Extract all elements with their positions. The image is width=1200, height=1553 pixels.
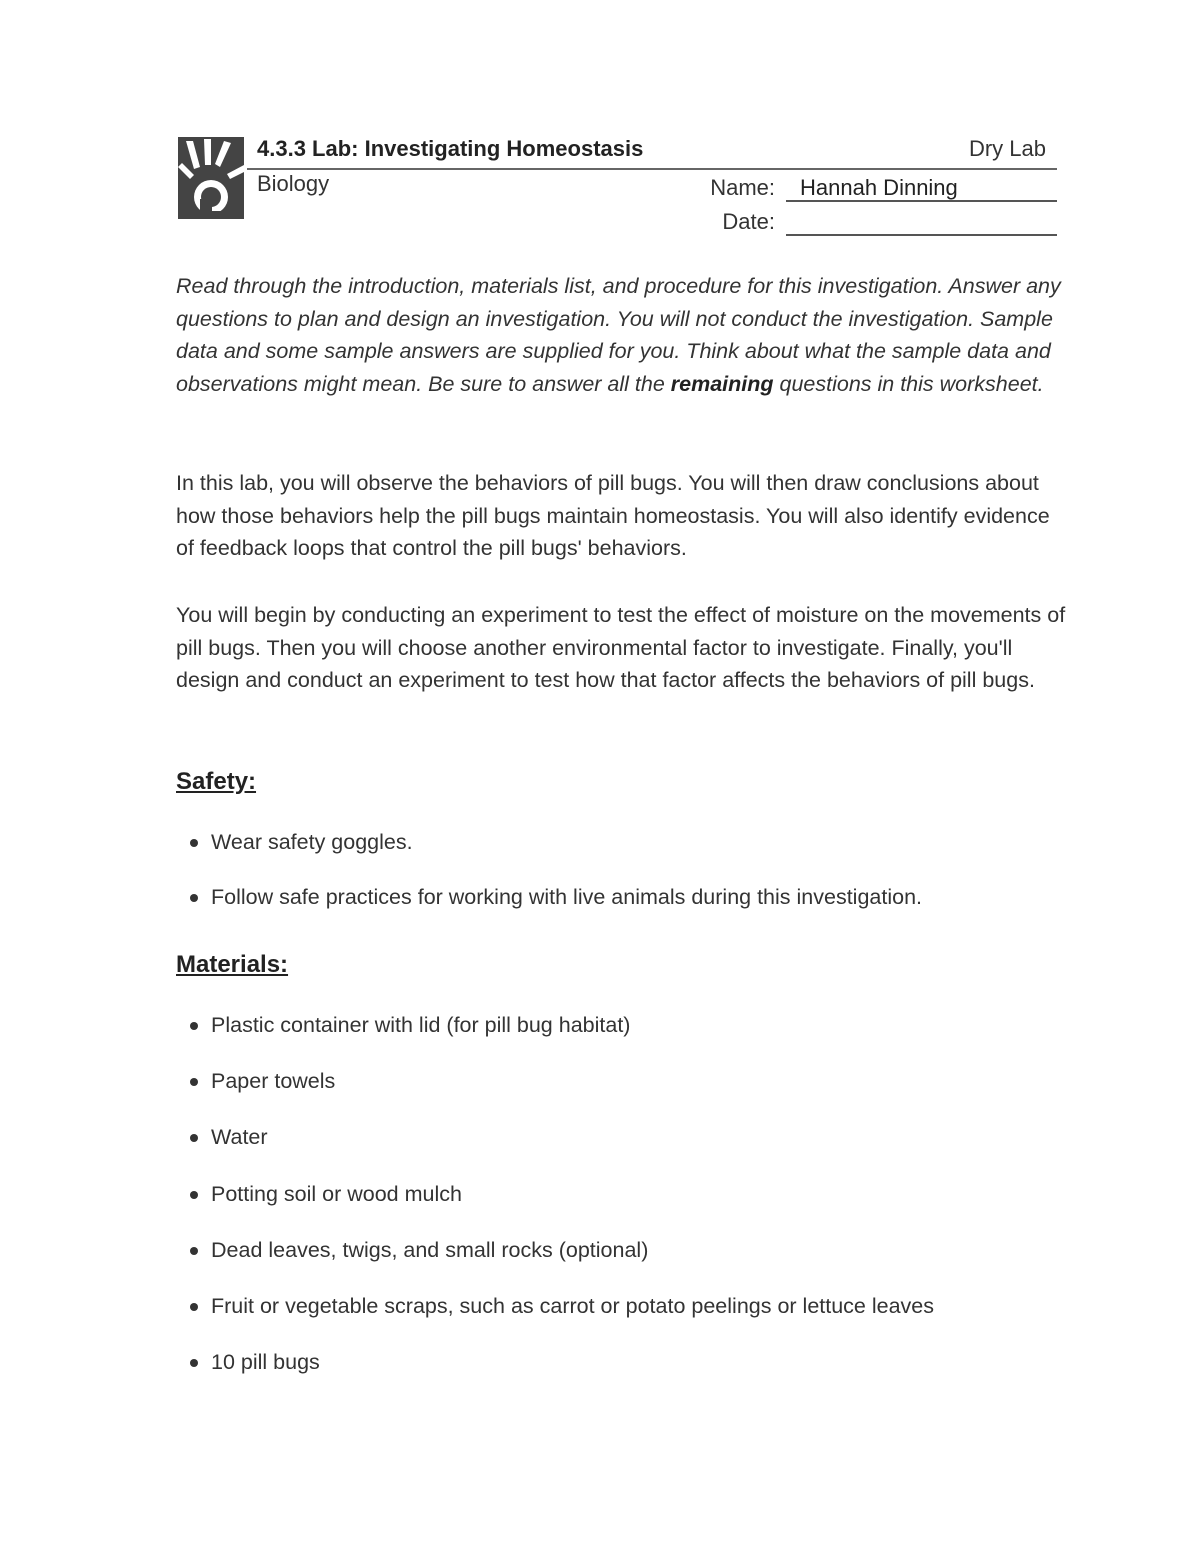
instructions-emphasis: remaining — [670, 371, 774, 396]
plan-paragraph: You will begin by conducting an experiment to test the effect of moisture on the movements of pill bugs. Then you will choose another environmental factor to investigate. Finally, you'll design and conduct an experiment to test how that factor affects the behaviors of pill bugs. — [176, 603, 1066, 693]
date-field[interactable] — [786, 207, 1057, 236]
safety-heading: Safety: — [176, 768, 257, 795]
bullet-icon — [190, 1359, 198, 1367]
list-item-text: Fruit or vegetable scraps, such as carrot or potato peelings or lettuce leaves — [211, 1293, 935, 1318]
list-item — [188, 1066, 1068, 1096]
lab-title: 4.3.3 Lab: Investigating Homeostasis — [257, 136, 644, 161]
list-item-text: 10 pill bugs — [211, 1350, 320, 1375]
list-item-text: Water — [211, 1125, 268, 1150]
bullet-icon — [190, 1247, 198, 1255]
bullet-icon — [190, 1078, 198, 1086]
list-item-text: Plastic container with lid (for pill bug habitat) — [211, 1013, 631, 1037]
list-item — [188, 1010, 1068, 1040]
list-item — [188, 1235, 1068, 1265]
date-field-row — [680, 207, 1057, 237]
list-item — [188, 1179, 1068, 1209]
subject-label: Biology — [257, 171, 330, 196]
list-item — [188, 827, 1068, 857]
overview-paragraph: In this lab, you will observe the behaviors of pill bugs. You will then draw conclusions about how those behaviors help the pill bugs maintain homeostasis. You will also identify evidence of feedback loops that control the pill bugs' behaviors. — [176, 471, 1050, 561]
bullet-icon — [190, 1134, 198, 1142]
name-value: Hannah Dinning — [800, 175, 958, 200]
date-label: Date: — [722, 209, 775, 234]
name-field-row — [680, 173, 1057, 203]
list-item — [188, 1291, 1068, 1321]
list-item-text: Paper towels — [211, 1069, 336, 1094]
course-logo-icon — [178, 137, 244, 219]
list-item-text: Dead leaves, twigs, and small rocks (optional) — [211, 1237, 649, 1262]
instructions-paragraph — [176, 270, 1066, 400]
name-field[interactable] — [786, 173, 1057, 202]
list-item — [188, 1122, 1068, 1152]
bullet-icon — [190, 839, 198, 847]
safety-list — [188, 827, 1068, 937]
list-item-text: Potting soil or wood mulch — [211, 1181, 462, 1206]
lab-type: Dry Lab — [968, 136, 1046, 161]
bullet-icon — [190, 1191, 198, 1199]
bullet-icon — [190, 894, 198, 902]
materials-list — [188, 1010, 1068, 1403]
instructions-text-end: questions in this worksheet. — [773, 371, 1044, 396]
header-divider — [247, 168, 1057, 170]
list-item-text: Wear safety goggles. — [211, 830, 413, 854]
instructions-text-start: Read through the introduction, materials list, and procedure for this investigation. Answer any questions to plan and design an investigation. You will not conduct the investigation. Sample data and some sample answers are supplied for you. Think about what the sample data and observations might mean. Be sure to answer all the — [176, 274, 1061, 396]
materials-heading: Materials: — [176, 951, 289, 978]
bullet-icon — [190, 1303, 198, 1311]
list-item-text: Follow safe practices for working with live animals during this investigation. — [211, 885, 923, 909]
bullet-icon — [190, 1022, 198, 1030]
name-label: Name: — [710, 175, 775, 200]
list-item — [188, 1347, 1068, 1377]
list-item — [188, 882, 1068, 912]
